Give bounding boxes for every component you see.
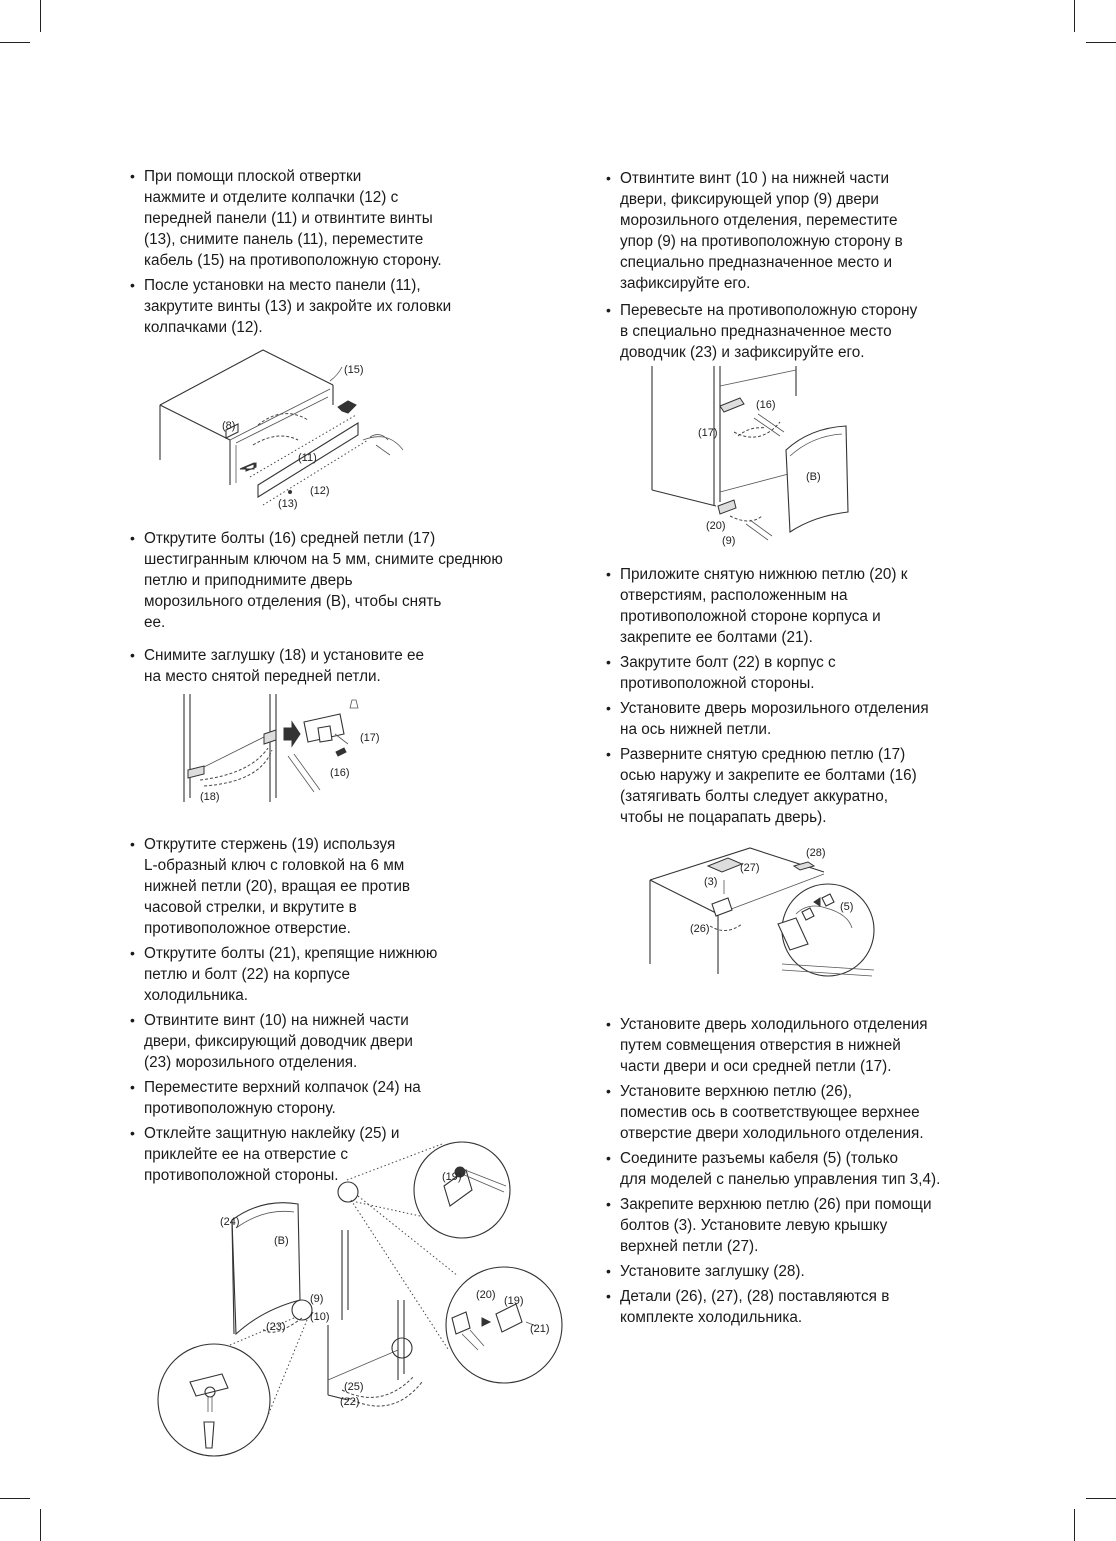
label-22: (22): [340, 1396, 360, 1408]
crop-mark: [0, 1498, 30, 1499]
label-16: (16): [330, 767, 350, 779]
crop-mark: [0, 42, 30, 43]
label-26: (26): [690, 923, 710, 935]
list-item: • Отвинтите винт (10) на нижней части двери, фиксирующий доводчик двери (23) морозильного отделения.: [128, 1010, 568, 1073]
figure-top-hinge: [648, 844, 878, 990]
label-9: (9): [722, 535, 736, 547]
label-20: (20): [476, 1289, 496, 1301]
crop-mark: [40, 1509, 41, 1541]
list-item: • Разверните снятую среднюю петлю (17) осью наружу и закрепите ее болтами (16) (затягивать болты следует аккуратно, чтобы не поцарапать дверь).: [604, 744, 1054, 828]
crop-mark: [1086, 42, 1116, 43]
list-item: • Открутите стержень (19) используя L-образный ключ с головкой на 6 мм нижней петли (20), вращая ее против часовой стрелки, и вкрутите в противоположное отверстие.: [128, 834, 568, 939]
middle-hinge-illustration: [180, 694, 400, 806]
figure-freezer-door: [650, 366, 860, 550]
label-21: (21): [530, 1323, 550, 1335]
crop-mark: [1086, 1498, 1116, 1499]
list-item: • Открутите болты (16) средней петли (17) шестигранным ключом на 5 мм, снимите среднюю петлю и приподнимите дверь морозильного отделения (В), чтобы снять ее.: [128, 528, 568, 633]
crop-mark: [40, 0, 41, 32]
label-24: (24): [220, 1216, 240, 1228]
figure-lower-hinge: [152, 1150, 562, 1465]
label-23: (23): [266, 1321, 286, 1333]
top-hinge-illustration: [648, 844, 878, 990]
label-3: (3): [704, 876, 718, 888]
lower-hinge-illustration: [152, 1150, 562, 1465]
list-item: • Открутите болты (21), крепящие нижнюю петлю и болт (22) на корпусе холодильника.: [128, 943, 568, 1006]
list-item: • Детали (26), (27), (28) поставляются в комплекте холодильника.: [604, 1286, 1054, 1328]
label-8: (8): [222, 420, 236, 432]
crop-mark: [1074, 0, 1075, 32]
left-instructions-2: [128, 528, 568, 691]
label-10: (10): [310, 1311, 330, 1323]
list-item: • Приложите снятую нижнюю петлю (20) к отверстиям, расположенным на противоположной стороне корпуса и закрепите ее болтами (21).: [604, 564, 1054, 648]
right-instructions-2: [604, 564, 1054, 832]
list-item: • Установите дверь холодильного отделения путем совмещения отверстия в нижней части двери и оси средней петли (17).: [604, 1014, 1054, 1077]
list-item: • Переместите верхний колпачок (24) на противоположную сторону.: [128, 1077, 568, 1119]
label-25: (25): [344, 1381, 364, 1393]
crop-mark: [1074, 1509, 1075, 1541]
right-instructions-3: [604, 1014, 1054, 1332]
label-12: (12): [310, 485, 330, 497]
label-17: (17): [360, 732, 380, 744]
label-B: (B): [274, 1235, 289, 1247]
list-item: • Отклейте защитную наклейку (25) и приклейте ее на отверстие с противоположной стороны.: [128, 1123, 568, 1186]
label-17: (17): [698, 427, 718, 439]
list-item: • Установите дверь морозильного отделения на ось нижней петли.: [604, 698, 1054, 740]
label-5: (5): [840, 901, 854, 913]
label-13: (13): [278, 498, 298, 510]
list-item: • Установите верхнюю петлю (26), поместив ось в соответствующее верхнее отверстие двери холодильного отделения.: [604, 1081, 1054, 1144]
figure-middle-hinge: [180, 694, 400, 806]
list-item: • Установите заглушку (28).: [604, 1261, 1054, 1282]
list-item: • Соедините разъемы кабеля (5) (только для моделей с панелью управления тип 3,4).: [604, 1148, 1054, 1190]
list-item: • При помощи плоской отвертки нажмите и отделите колпачки (12) с передней панели (11) и отвинтите винты (13), снимите панель (11), переместите кабель (15) на противоположную сторону.: [128, 166, 568, 271]
label-18: (18): [200, 791, 220, 803]
label-11: (11): [298, 452, 317, 464]
label-19: (19): [442, 1171, 462, 1183]
list-item: • Закрепите верхнюю петлю (26) при помощи болтов (3). Установите левую крышку верхней петли (27).: [604, 1194, 1054, 1257]
right-instructions-1: [604, 168, 1054, 367]
label-27: (27): [740, 862, 760, 874]
list-item: • Перевесьте на противоположную сторону в специально предназначенное место доводчик (23) и зафиксируйте его.: [604, 300, 1054, 363]
label-16: (16): [756, 399, 776, 411]
label-28: (28): [806, 847, 826, 859]
label-9: (9): [310, 1293, 324, 1305]
left-instructions-1: [128, 166, 568, 342]
list-item: • Отвинтите винт (10 ) на нижней части двери, фиксирующей упор (9) двери морозильного отделения, переместите упор (9) на противоположную сторону в специально предназначенное место и зафиксируйте его.: [604, 168, 1054, 294]
figure-panel-removal: [158, 345, 418, 515]
panel-removal-illustration: [158, 345, 418, 515]
list-item: • Снимите заглушку (18) и установите ее на место снятой передней петли.: [128, 645, 568, 687]
list-item: • После установки на место панели (11), закрутите винты (13) и закройте их головки колпачками (12).: [128, 275, 568, 338]
label-B: (B): [806, 471, 821, 483]
list-item: • Закрутите болт (22) в корпус с противоположной стороны.: [604, 652, 1054, 694]
left-instructions-3: [128, 834, 568, 1190]
label-15: (15): [344, 364, 364, 376]
label-20: (20): [706, 520, 726, 532]
freezer-door-illustration: [650, 366, 860, 550]
label-19-b: (19): [504, 1295, 524, 1307]
